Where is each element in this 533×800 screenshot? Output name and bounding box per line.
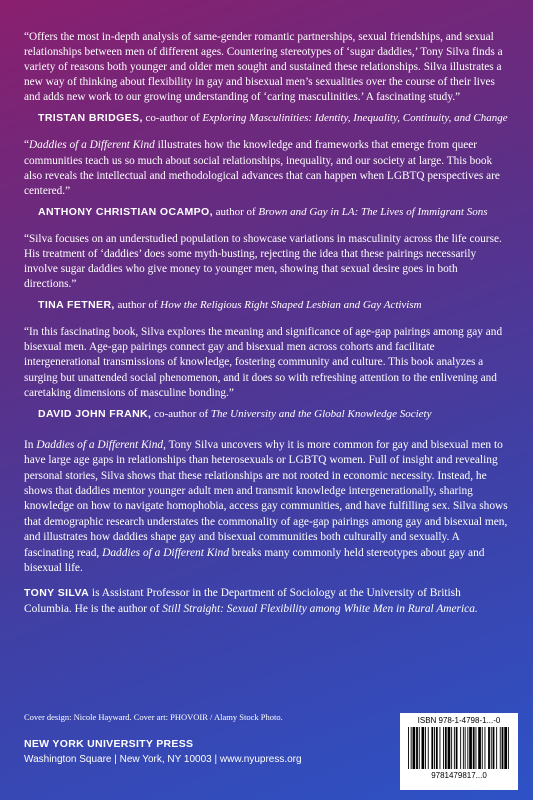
isbn-barcode xyxy=(400,713,518,790)
author-bio xyxy=(24,586,509,617)
attribution-name: DAVID JOHN FRANK, xyxy=(38,407,152,420)
attribution-name: TRISTAN BRIDGES, xyxy=(38,112,143,125)
barcode-digits: 9781479817...0 xyxy=(431,771,487,779)
quote-text: “Offers the most in-depth analysis of same-gender romantic partnerships, sexual friendships, and sexual relationships between men of different ages. Countering stereotypes of ‘sugar daddies,’ Tony Silva finds a variety of reasons both younger and older men sought and sustained these relationships. Silva illustrates a new way of thinking about flexibility in gay and bisexual men’s sexualities over the course of their lives and adds new work to our growing understanding of ‘caring masculinities.’ A fascinating study.” xyxy=(24,31,503,104)
barcode-icon xyxy=(406,727,512,779)
quote-body: illustrates how the knowledge and frameworks that emerge from queer communities teach us so much about social relationships, inequality, and our society at large. This book also reveals the intellectual and methodological advances that can happen when LGBTQ perspectives are centered.” xyxy=(24,139,500,197)
quote-text: “Daddies of a Different Kind illustrates how the knowledge and frameworks that emerge from queer communities teach us so much about social relationships, inequality, and our society at large. This book also reveals the intellectual and methodological advances that can happen when LGBTQ perspectives are centered.” xyxy=(24,139,500,197)
attribution-role: co-author of xyxy=(151,407,211,420)
quote-text: “In this fascinating book, Silva explores the meaning and significance of age-gap pairings among gay and bisexual men. Age-gap pairings connect gay and bisexual men across cohorts and facilitate intergenerational transmissions of knowledge, fostering community and culture. This book analyzes a surging but unattended social phenomenon, and it does so with refreshing attention to the enlivening and caretaking dimensions of masculine bonding.” xyxy=(24,326,503,399)
quote-attribution xyxy=(38,111,509,126)
attribution-role: co-author of xyxy=(142,112,203,125)
desc-end: breaks many commonly held stereotypes about gay and bisexual life. xyxy=(24,546,485,574)
bio-work: Still Straight: Sexual Flexibility among White Men in Rural America. xyxy=(162,602,478,615)
isbn-label: ISBN 978-1-4798-1...-0 xyxy=(417,716,501,725)
quote-attribution xyxy=(38,205,509,220)
attribution-role: author of xyxy=(114,299,161,312)
desc-pre: In xyxy=(24,438,37,451)
book-title: Daddies of a Different Kind xyxy=(29,139,155,152)
publisher-block xyxy=(24,738,302,765)
quote-attribution xyxy=(38,298,509,313)
attribution-work: The University and the Global Knowledge Society xyxy=(210,407,432,420)
cover-credits: Cover design: Nicole Hayward. Cover art: PHOVOIR / Alamy Stock Photo. xyxy=(24,712,283,722)
bio-text: is Assistant Professor in the Department of Sociology at the University of British Columbia. He is the author of xyxy=(24,587,461,615)
blurb-tristan-bridges xyxy=(24,30,509,126)
desc-title-2: Daddies of a Different Kind xyxy=(102,546,229,559)
desc-title: Daddies of a Different Kind, xyxy=(36,438,166,451)
attribution-work: Brown and Gay in LA: The Lives of Immigrant Sons xyxy=(258,205,488,218)
quote-attribution xyxy=(38,407,509,422)
attribution-name: TINA FETNER, xyxy=(38,299,115,312)
blurb-david-frank xyxy=(24,325,509,421)
blurb-anthony-ocampo xyxy=(24,138,509,219)
attribution-work: Exploring Masculinities: Identity, Inequality, Continuity, and Change xyxy=(202,112,508,125)
attribution-role: author of xyxy=(212,205,259,218)
attribution-work: How the Religious Right Shaped Lesbian and Gay Activism xyxy=(160,299,422,312)
author-name: TONY SILVA xyxy=(24,587,90,600)
desc-body: Tony Silva uncovers why it is more common for gay and bisexual men to have large age gaps in relationships than heterosexuals or LGBTQ women. Full of insight and revealing personal stories, Silva shows that these relationships are not rooted in economic necessity. Instead, he shows that daddies mentor younger adult men and transmit knowledge intergenerationally, sharing knowledge on how to navigate homophobia, access gay communities, and have fulfilling sex. Silva shows that demographic research understates the commonality of age-gap pairings among gay and bisexual men, and illustrates how daddies shape gay and bisexual communities both culturally and sexually. A fascinating read, xyxy=(24,438,508,559)
blurb-tina-fetner xyxy=(24,232,509,313)
publisher-name: NEW YORK UNIVERSITY PRESS xyxy=(24,738,194,750)
quote-text: “Silva focuses on an understudied population to showcase variations in masculinity across the life course. His treatment of ‘daddies’ does some myth-busting, rejecting the idea that these pairings necessarily involve sugar daddies who give money to younger men, showing that sexual desire goes in both directions.” xyxy=(24,232,502,291)
publisher-address: Washington Square | New York, NY 10003 | www.nyupress.org xyxy=(24,754,302,765)
attribution-name: ANTHONY CHRISTIAN OCAMPO, xyxy=(38,205,213,218)
book-description xyxy=(24,438,509,577)
